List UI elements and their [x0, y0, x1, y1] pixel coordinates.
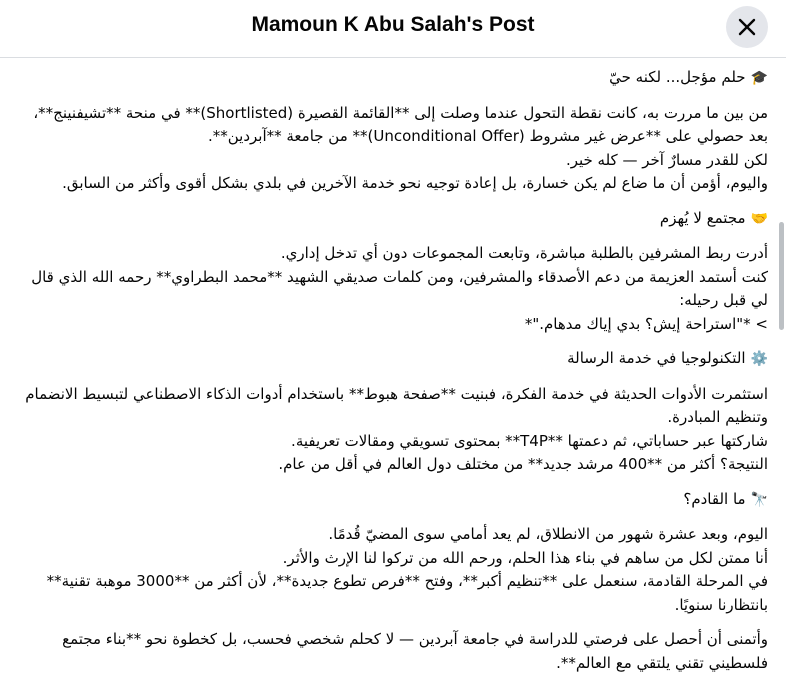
paragraph: كنت أستمد العزيمة من دعم الأصدقاء والمشرفين، ومن كلمات صديقي الشهيد **محمد البطراوي** رحمه الله الذي قال لي قبل رحيله: — [31, 267, 768, 309]
quote-paragraph: > *"استراحة إيش؟ بدي إياك مدهام."* — [524, 314, 768, 333]
section-closing — [14, 628, 768, 675]
paragraph: وأتمنى أن أحصل على فرصتي للدراسة في جامعة آبردين — لا كحلم شخصي فحسب، بل كخطوة نحو **بناء مجتمع فلسطيني تقني يلتقي مع العالم**. — [62, 630, 768, 672]
paragraph: اليوم، وبعد عشرة شهور من الانطلاق، لم يعد أمامي سوى المضيّ قُدمًا. — [328, 525, 768, 543]
telescope-icon: 🔭 — [750, 491, 768, 508]
paragraph: استثمرت الأدوات الحديثة في خدمة الفكرة، فبنيت **صفحة هبوط** باستخدام أدوات الذكاء الاصطناعي لتبسيط الانضمام وتنظيم المبادرة. — [25, 384, 768, 426]
post-body — [0, 58, 786, 675]
section-dream — [14, 66, 768, 196]
section-heading — [14, 207, 768, 232]
section-heading — [14, 347, 768, 372]
post-content-scroll[interactable] — [0, 58, 786, 672]
gear-icon: ⚙️ — [750, 351, 768, 367]
post-title: Mamoun K Abu Salah's Post — [251, 13, 535, 36]
section-community — [14, 207, 768, 337]
heading-text: التكنولوجيا في خدمة الرسالة — [567, 349, 746, 367]
paragraph: لكن للقدر مسارٌ آخر — كله خير. — [565, 150, 768, 169]
section-whats-next — [14, 488, 768, 618]
heading-text: مجتمع لا يُهزم — [659, 208, 746, 227]
paragraph: أنا ممتن لكل من ساهم في بناء هذا الحلم، ورحم الله من تركوا لنا الإرث والأثر. — [282, 548, 768, 567]
paragraph: في المرحلة القادمة، سنعمل على **تنظيم أكبر**، وفتح **فرص تطوع جديدة**، لأن أكثر من **3000 موهبة تقنية** بانتظارنا سنويًا. — [46, 572, 768, 614]
section-heading — [14, 488, 768, 513]
paragraph: النتيجة؟ أكثر من **400 مرشد جديد** من مختلف دول العالم في أقل من عام. — [278, 455, 768, 473]
heading-text: ما القادم؟ — [683, 489, 746, 508]
heading-text: حلم مؤجل... لكنه حيّ — [609, 68, 746, 86]
close-icon — [738, 18, 756, 36]
graduation-cap-icon: 🎓 — [750, 70, 768, 86]
scrollbar-thumb[interactable] — [779, 222, 784, 330]
paragraph: واليوم، أؤمن أن ما ضاع لم يكن خسارة، بل إعادة توجيه نحو خدمة الآخرين في بلدي بشكل أقوى وأكثر من السابق. — [62, 174, 768, 192]
section-heading — [14, 66, 768, 91]
paragraph: شاركتها عبر حساباتي، ثم دعمتها **T4P** بمحتوى تسويقي ومقالات تعريفية. — [291, 431, 768, 450]
section-technology — [14, 347, 768, 477]
paragraph: أدرت ربط المشرفين بالطلبة مباشرة، وتابعت المجموعات دون أي تدخل إداري. — [280, 244, 768, 262]
handshake-icon: 🤝 — [750, 210, 768, 227]
post-header — [0, 0, 786, 56]
paragraph: من بين ما مررت به، كانت نقطة التحول عندما وصلت إلى **القائمة القصيرة (Shortlisted)** في منحة **تشيفنينج**، بعد حصولي على **عرض غير مشروط (Unconditional Offer)** من جامعة **آبردين**. — [33, 103, 768, 145]
close-button[interactable] — [726, 6, 768, 48]
